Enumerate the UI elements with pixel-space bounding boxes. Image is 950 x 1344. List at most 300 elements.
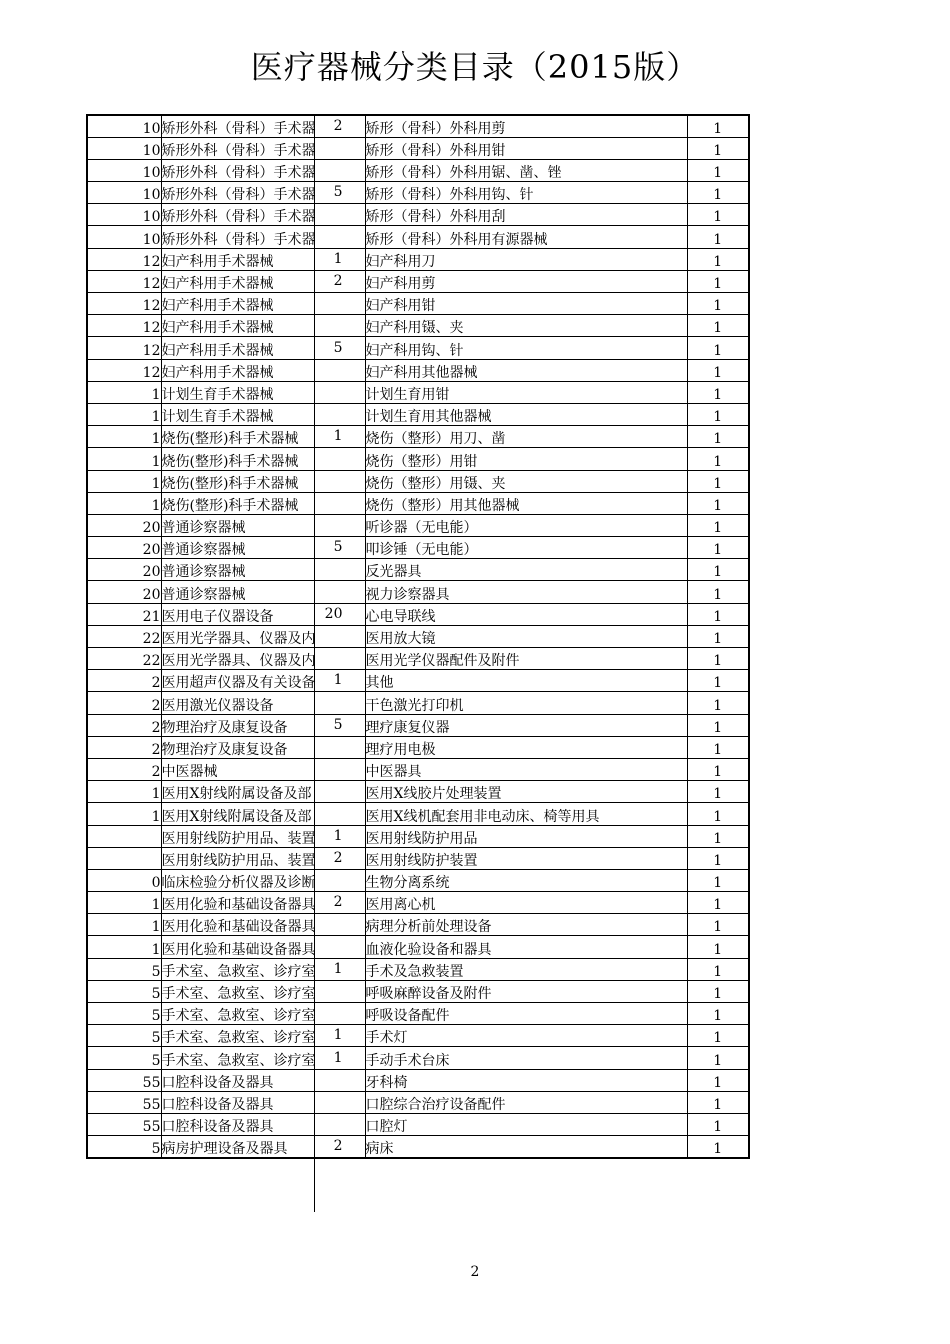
- table-row: [87, 204, 749, 226]
- code-cell: 1: [87, 914, 161, 936]
- table-row: [87, 958, 749, 980]
- subcategory-code: 5: [333, 539, 343, 556]
- table-row: [87, 1113, 749, 1135]
- category-name: 矫形外科（骨科）手术器: [161, 120, 316, 137]
- code-cell: 1: [87, 403, 161, 425]
- category-name: 医用电子仪器设备: [161, 608, 274, 625]
- category-cell: [161, 159, 365, 181]
- quantity-cell: 1: [687, 1069, 749, 1091]
- subcategory-code: 2: [333, 894, 343, 911]
- subcategory-code: 5: [333, 339, 343, 356]
- code-cell: 5: [87, 1025, 161, 1047]
- category-cell: [161, 803, 365, 825]
- table-row: [87, 537, 749, 559]
- table-row: [87, 692, 749, 714]
- table-row: [87, 559, 749, 581]
- quantity-cell: 1: [687, 625, 749, 647]
- quantity-cell: 1: [687, 293, 749, 315]
- category-name: 矫形外科（骨科）手术器: [161, 187, 316, 204]
- quantity-cell: 1: [687, 803, 749, 825]
- product-cell: 心电导联线: [365, 603, 687, 625]
- product-cell: 烧伤（整形）用钳: [365, 448, 687, 470]
- table-row: [87, 825, 749, 847]
- product-cell: 手动手术台床: [365, 1047, 687, 1069]
- category-name: 医用激光仪器设备: [161, 697, 274, 714]
- subcategory-code: 5: [333, 184, 343, 201]
- product-cell: 妇产科用剪: [365, 270, 687, 292]
- quantity-cell: 1: [687, 781, 749, 803]
- category-name: 普通诊察器械: [161, 520, 246, 537]
- product-cell: 反光器具: [365, 559, 687, 581]
- code-cell: 10: [87, 159, 161, 181]
- quantity-cell: 1: [687, 403, 749, 425]
- category-name: 医用光学器具、仪器及内: [161, 653, 316, 670]
- quantity-cell: 1: [687, 914, 749, 936]
- product-cell: 呼吸设备配件: [365, 1003, 687, 1025]
- category-cell: [161, 315, 365, 337]
- product-cell: 血液化验设备和器具: [365, 936, 687, 958]
- quantity-cell: 1: [687, 182, 749, 204]
- product-cell: 呼吸麻醉设备及附件: [365, 980, 687, 1002]
- code-cell: 55: [87, 1069, 161, 1091]
- quantity-cell: 1: [687, 204, 749, 226]
- product-cell: 病床: [365, 1136, 687, 1158]
- category-cell: [161, 714, 365, 736]
- table-row: [87, 714, 749, 736]
- product-cell: 口腔灯: [365, 1113, 687, 1135]
- category-cell: [161, 670, 365, 692]
- quantity-cell: 1: [687, 847, 749, 869]
- subcategory-code: 5: [333, 716, 343, 733]
- code-cell: 20: [87, 559, 161, 581]
- product-cell: 医用X线机配套用非电动床、椅等用具: [365, 803, 687, 825]
- category-cell: [161, 958, 365, 980]
- product-cell: 叩诊锤（无电能）: [365, 537, 687, 559]
- category-name: 妇产科用手术器械: [161, 320, 274, 337]
- code-cell: 12: [87, 248, 161, 270]
- subcategory-code: 1: [333, 428, 343, 445]
- code-cell: 5: [87, 1047, 161, 1069]
- category-name: 口腔科设备及器具: [161, 1096, 274, 1113]
- product-cell: 矫形（骨科）外科用刮: [365, 204, 687, 226]
- table-row: [87, 869, 749, 891]
- quantity-cell: 1: [687, 670, 749, 692]
- table-row: [87, 1003, 749, 1025]
- quantity-cell: 1: [687, 359, 749, 381]
- table-row: [87, 1091, 749, 1113]
- category-name: 妇产科用手术器械: [161, 276, 274, 292]
- subcategory-code: 2: [333, 273, 343, 289]
- category-name: 手术室、急救室、诊疗室: [161, 986, 316, 1002]
- table-row: [87, 670, 749, 692]
- category-cell: [161, 625, 365, 647]
- category-cell: [161, 1091, 365, 1113]
- product-cell: 烧伤（整形）用镊、夹: [365, 470, 687, 492]
- quantity-cell: 1: [687, 1003, 749, 1025]
- table-row: [87, 137, 749, 159]
- product-cell: 矫形（骨科）外科用钳: [365, 137, 687, 159]
- product-cell: 其他: [365, 670, 687, 692]
- code-cell: 2: [87, 714, 161, 736]
- subcategory-code: 1: [333, 827, 343, 844]
- category-name: 烧伤(整形)科手术器械: [161, 431, 299, 448]
- category-name: 妇产科用手术器械: [161, 364, 274, 381]
- category-cell: [161, 825, 365, 847]
- quantity-cell: 1: [687, 426, 749, 448]
- table-row: [87, 470, 749, 492]
- category-name: 医用射线防护用品、装置: [161, 852, 316, 869]
- category-cell: [161, 1136, 365, 1158]
- product-cell: 妇产科用钩、针: [365, 337, 687, 359]
- category-name: 病房护理设备及器具: [161, 1140, 288, 1157]
- code-cell: 5: [87, 958, 161, 980]
- category-cell: [161, 581, 365, 603]
- table-row: [87, 448, 749, 470]
- category-cell: [161, 736, 365, 758]
- quantity-cell: 1: [687, 758, 749, 780]
- subcategory-code: 2: [333, 117, 343, 134]
- product-cell: 听诊器（无电能）: [365, 514, 687, 536]
- code-cell: 1: [87, 426, 161, 448]
- table-row: [87, 293, 749, 315]
- category-cell: [161, 182, 365, 204]
- category-cell: [161, 980, 365, 1002]
- category-name: 妇产科用手术器械: [161, 342, 274, 359]
- code-cell: 1: [87, 892, 161, 914]
- table-row: [87, 936, 749, 958]
- quantity-cell: 1: [687, 159, 749, 181]
- table-row: [87, 315, 749, 337]
- product-cell: 矫形（骨科）外科用剪: [365, 115, 687, 137]
- product-cell: 口腔综合治疗设备配件: [365, 1091, 687, 1113]
- category-cell: [161, 914, 365, 936]
- category-cell: [161, 514, 365, 536]
- table-row: [87, 492, 749, 514]
- quantity-cell: 1: [687, 692, 749, 714]
- table-row: [87, 226, 749, 248]
- category-cell: [161, 403, 365, 425]
- category-name: 医用光学器具、仪器及内: [161, 631, 316, 647]
- product-cell: 妇产科用镊、夹: [365, 315, 687, 337]
- page-title: 医疗器械分类目录（2015版）: [250, 48, 700, 86]
- table-row: [87, 847, 749, 869]
- quantity-cell: 1: [687, 1047, 749, 1069]
- category-cell: [161, 226, 365, 248]
- code-cell: 10: [87, 226, 161, 248]
- category-name: 临床检验分析仪器及诊断: [161, 875, 316, 892]
- category-name: 普通诊察器械: [161, 542, 246, 559]
- category-cell: [161, 270, 365, 292]
- subcategory-code: 20: [324, 605, 343, 622]
- category-cell: [161, 470, 365, 492]
- category-name: 矫形外科（骨科）手术器: [161, 142, 316, 159]
- category-name: 医用超声仪器及有关设备: [161, 675, 316, 692]
- quantity-cell: 1: [687, 448, 749, 470]
- table-row: [87, 581, 749, 603]
- subcategory-code: 1: [333, 1027, 343, 1044]
- table-row: [87, 403, 749, 425]
- code-cell: 55: [87, 1113, 161, 1135]
- category-name: 口腔科设备及器具: [161, 1074, 274, 1091]
- table-row: [87, 381, 749, 403]
- category-cell: [161, 492, 365, 514]
- category-name: 口腔科设备及器具: [161, 1119, 274, 1136]
- category-cell: [161, 537, 365, 559]
- category-name: 计划生育手术器械: [161, 409, 274, 426]
- product-cell: 烧伤（整形）用刀、凿: [365, 426, 687, 448]
- quantity-cell: 1: [687, 958, 749, 980]
- table-body: [87, 115, 749, 1158]
- category-name: 医用化验和基础设备器具: [161, 897, 316, 914]
- subcategory-code: 1: [333, 672, 343, 689]
- table-row: [87, 736, 749, 758]
- product-cell: 计划生育用其他器械: [365, 403, 687, 425]
- code-cell: 20: [87, 581, 161, 603]
- category-name: 医用X射线附属设备及部: [161, 808, 312, 825]
- product-cell: 医用射线防护用品: [365, 825, 687, 847]
- subcategory-code: 1: [333, 250, 343, 267]
- category-name: 手术室、急救室、诊疗室: [161, 963, 316, 980]
- category-name: 医用射线防护用品、装置: [161, 830, 316, 847]
- category-cell: [161, 293, 365, 315]
- quantity-cell: 1: [687, 381, 749, 403]
- table-row: [87, 1069, 749, 1091]
- table-row: [87, 914, 749, 936]
- code-cell: 12: [87, 270, 161, 292]
- quantity-cell: 1: [687, 492, 749, 514]
- code-cell: 1: [87, 492, 161, 514]
- quantity-cell: 1: [687, 648, 749, 670]
- quantity-cell: 1: [687, 315, 749, 337]
- quantity-cell: 1: [687, 559, 749, 581]
- table-row: [87, 270, 749, 292]
- category-cell: [161, 137, 365, 159]
- code-cell: 12: [87, 315, 161, 337]
- category-name: 医用X射线附属设备及部: [161, 786, 312, 803]
- code-cell: 20: [87, 514, 161, 536]
- quantity-cell: 1: [687, 714, 749, 736]
- product-cell: 矫形（骨科）外科用钩、针: [365, 182, 687, 204]
- code-cell: 20: [87, 537, 161, 559]
- category-cell: [161, 892, 365, 914]
- category-name: 矫形外科（骨科）手术器: [161, 165, 316, 182]
- table-row: [87, 803, 749, 825]
- table-row: [87, 248, 749, 270]
- quantity-cell: 1: [687, 270, 749, 292]
- subcategory-code: 1: [333, 960, 343, 977]
- category-cell: [161, 248, 365, 270]
- category-name: 医用化验和基础设备器具: [161, 941, 316, 958]
- quantity-cell: 1: [687, 226, 749, 248]
- quantity-cell: 1: [687, 337, 749, 359]
- category-cell: [161, 603, 365, 625]
- code-cell: 55: [87, 1091, 161, 1113]
- code-cell: 1: [87, 448, 161, 470]
- table-row: [87, 781, 749, 803]
- category-cell: [161, 448, 365, 470]
- table-row: [87, 892, 749, 914]
- quantity-cell: 1: [687, 1136, 749, 1158]
- quantity-cell: 1: [687, 736, 749, 758]
- category-cell: [161, 1003, 365, 1025]
- code-cell: 10: [87, 115, 161, 137]
- category-cell: [161, 758, 365, 780]
- code-cell: 10: [87, 182, 161, 204]
- code-cell: 1: [87, 470, 161, 492]
- product-cell: 医用光学仪器配件及附件: [365, 648, 687, 670]
- table-row: [87, 648, 749, 670]
- category-name: 手术室、急救室、诊疗室: [161, 1008, 316, 1025]
- category-name: 矫形外科（骨科）手术器: [161, 231, 316, 248]
- table-row: [87, 603, 749, 625]
- product-cell: 手术及急救装置: [365, 958, 687, 980]
- code-cell: 1: [87, 803, 161, 825]
- table-row: [87, 182, 749, 204]
- category-cell: [161, 381, 365, 403]
- table-row: [87, 426, 749, 448]
- category-name: 计划生育手术器械: [161, 386, 274, 403]
- quantity-cell: 1: [687, 514, 749, 536]
- code-cell: 22: [87, 625, 161, 647]
- quantity-cell: 1: [687, 825, 749, 847]
- subcategory-code: 2: [333, 1137, 343, 1154]
- category-cell: [161, 204, 365, 226]
- category-cell: [161, 115, 365, 137]
- table-row: [87, 625, 749, 647]
- product-cell: 医用离心机: [365, 892, 687, 914]
- quantity-cell: 1: [687, 980, 749, 1002]
- quantity-cell: 1: [687, 115, 749, 137]
- product-cell: 理疗用电极: [365, 736, 687, 758]
- table-row: [87, 1025, 749, 1047]
- quantity-cell: 1: [687, 1091, 749, 1113]
- table-row: [87, 980, 749, 1002]
- category-cell: [161, 648, 365, 670]
- product-cell: 矫形（骨科）外科用有源器械: [365, 226, 687, 248]
- code-cell: 10: [87, 204, 161, 226]
- subcategory-code: 1: [333, 1049, 343, 1066]
- product-cell: 牙科椅: [365, 1069, 687, 1091]
- code-cell: [87, 847, 161, 869]
- category-cell: [161, 869, 365, 891]
- page-number: 2: [470, 1264, 480, 1280]
- product-cell: 干色激光打印机: [365, 692, 687, 714]
- table-row: [87, 337, 749, 359]
- product-cell: 矫形（骨科）外科用锯、凿、锉: [365, 159, 687, 181]
- category-cell: [161, 559, 365, 581]
- category-cell: [161, 692, 365, 714]
- category-name: 矫形外科（骨科）手术器: [161, 209, 316, 226]
- quantity-cell: 1: [687, 137, 749, 159]
- quantity-cell: 1: [687, 1113, 749, 1135]
- category-name: 医用化验和基础设备器具: [161, 919, 316, 936]
- category-cell: [161, 359, 365, 381]
- table-row: [87, 159, 749, 181]
- category-name: 普通诊察器械: [161, 564, 246, 581]
- code-cell: 10: [87, 137, 161, 159]
- code-cell: 2: [87, 758, 161, 780]
- product-cell: 医用放大镜: [365, 625, 687, 647]
- product-cell: 手术灯: [365, 1025, 687, 1047]
- code-cell: 5: [87, 1136, 161, 1158]
- product-cell: 生物分离系统: [365, 869, 687, 891]
- code-cell: 1: [87, 781, 161, 803]
- quantity-cell: 1: [687, 248, 749, 270]
- quantity-cell: 1: [687, 1025, 749, 1047]
- code-cell: 2: [87, 736, 161, 758]
- catalog-table: [86, 114, 750, 1159]
- product-cell: 视力诊察器具: [365, 581, 687, 603]
- quantity-cell: 1: [687, 892, 749, 914]
- category-name: 手术室、急救室、诊疗室: [161, 1030, 316, 1047]
- table-row: [87, 1047, 749, 1069]
- category-name: 妇产科用手术器械: [161, 253, 274, 270]
- category-cell: [161, 1047, 365, 1069]
- product-cell: 计划生育用钳: [365, 381, 687, 403]
- category-cell: [161, 781, 365, 803]
- category-cell: [161, 1113, 365, 1135]
- subcategory-code: 2: [333, 849, 343, 866]
- code-cell: 12: [87, 337, 161, 359]
- code-cell: 1: [87, 936, 161, 958]
- product-cell: 妇产科用钳: [365, 293, 687, 315]
- code-cell: 1: [87, 381, 161, 403]
- category-name: 妇产科用手术器械: [161, 298, 274, 315]
- quantity-cell: 1: [687, 470, 749, 492]
- code-cell: 0: [87, 869, 161, 891]
- code-cell: 5: [87, 1003, 161, 1025]
- table-row: [87, 1136, 749, 1158]
- code-cell: 12: [87, 293, 161, 315]
- quantity-cell: 1: [687, 537, 749, 559]
- product-cell: 妇产科用刀: [365, 248, 687, 270]
- category-name: 物理治疗及康复设备: [161, 741, 288, 758]
- product-cell: 医用射线防护装置: [365, 847, 687, 869]
- code-cell: 22: [87, 648, 161, 670]
- product-cell: 妇产科用其他器械: [365, 359, 687, 381]
- category-name: 物理治疗及康复设备: [161, 719, 288, 736]
- category-name: 普通诊察器械: [161, 586, 246, 603]
- code-cell: [87, 825, 161, 847]
- product-cell: 理疗康复仪器: [365, 714, 687, 736]
- quantity-cell: 1: [687, 869, 749, 891]
- table-row: [87, 115, 749, 137]
- table-row: [87, 514, 749, 536]
- category-cell: [161, 1069, 365, 1091]
- product-cell: 医用X线胶片处理装置: [365, 781, 687, 803]
- category-cell: [161, 426, 365, 448]
- category-cell: [161, 936, 365, 958]
- code-cell: 21: [87, 603, 161, 625]
- category-cell: [161, 337, 365, 359]
- quantity-cell: 1: [687, 936, 749, 958]
- category-name: 烧伤(整形)科手术器械: [161, 475, 299, 492]
- category-name: 手术室、急救室、诊疗室: [161, 1052, 316, 1069]
- product-cell: 烧伤（整形）用其他器械: [365, 492, 687, 514]
- category-name: 烧伤(整形)科手术器械: [161, 497, 299, 514]
- code-cell: 5: [87, 980, 161, 1002]
- product-cell: 中医器具: [365, 758, 687, 780]
- product-cell: 病理分析前处理设备: [365, 914, 687, 936]
- quantity-cell: 1: [687, 603, 749, 625]
- quantity-cell: 1: [687, 581, 749, 603]
- code-cell: 2: [87, 692, 161, 714]
- category-cell: [161, 847, 365, 869]
- category-name: 烧伤(整形)科手术器械: [161, 453, 299, 470]
- table-row: [87, 359, 749, 381]
- code-cell: 2: [87, 670, 161, 692]
- code-cell: 12: [87, 359, 161, 381]
